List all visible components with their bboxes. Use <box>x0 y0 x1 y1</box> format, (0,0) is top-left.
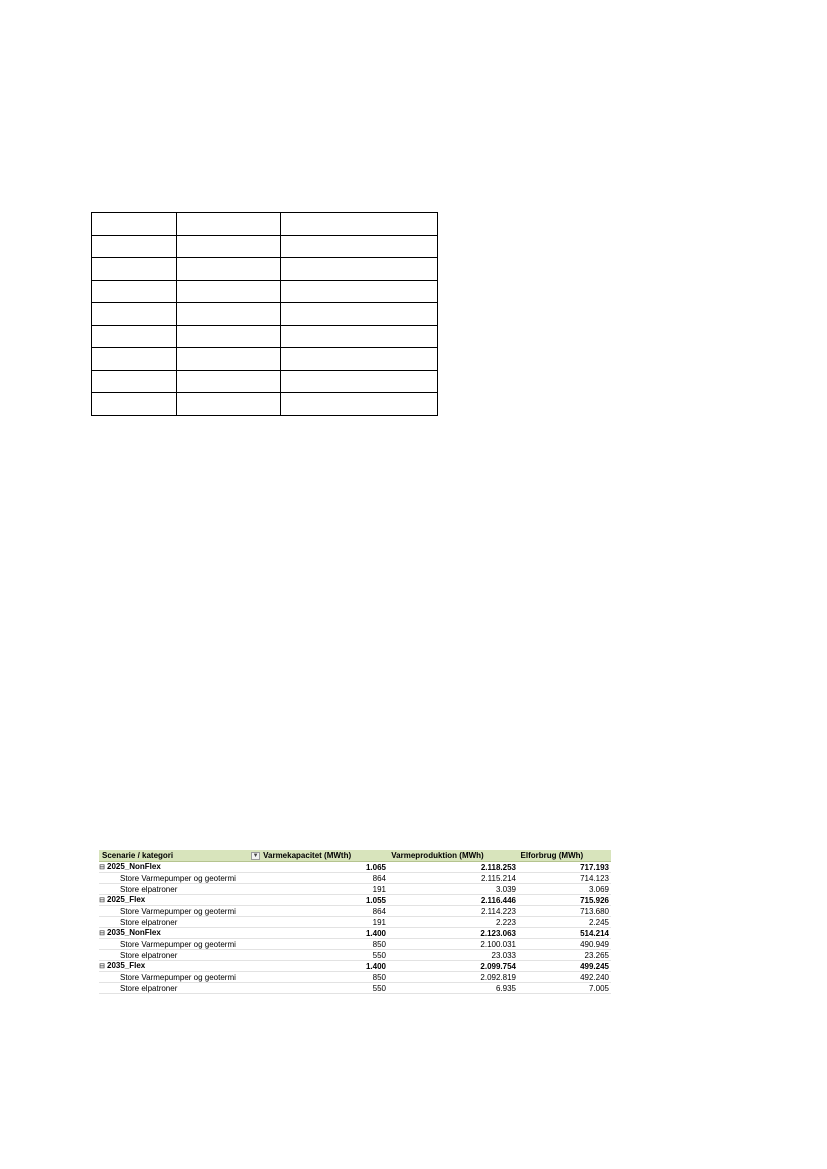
header-elforbrug[interactable]: Elforbrug (MWh) <box>520 851 584 860</box>
item-produktion: 2.100.031 <box>480 939 516 949</box>
empty-table-cell <box>92 325 177 348</box>
item-elforbrug: 3.069 <box>588 884 609 894</box>
empty-table-cell <box>281 213 438 236</box>
item-produktion: 2.114.223 <box>481 906 516 916</box>
filter-icon[interactable]: ▼ <box>252 852 259 859</box>
group-elforbrug: 499.245 <box>580 961 609 971</box>
item-produktion: 2.115.214 <box>481 873 516 883</box>
empty-table-cell <box>92 303 177 326</box>
empty-table-cell <box>92 235 177 258</box>
item-produktion: 2.223 <box>495 917 516 927</box>
collapse-icon[interactable]: ⊟ <box>99 930 105 937</box>
item-kapacitet: 850 <box>372 939 386 949</box>
empty-table-cell <box>177 303 281 326</box>
empty-table-cell <box>177 348 281 371</box>
item-kapacitet: 864 <box>372 873 386 883</box>
empty-table-cell <box>177 258 281 281</box>
empty-table-row <box>92 235 438 258</box>
group-kapacitet: 1.400 <box>365 928 386 938</box>
empty-table-row <box>92 370 438 393</box>
empty-table-cell <box>281 280 438 303</box>
pivot-item-row <box>99 983 611 994</box>
item-kapacitet: 191 <box>372 917 386 927</box>
collapse-icon[interactable]: ⊟ <box>99 897 105 904</box>
group-name-cell <box>99 927 247 939</box>
item-elforbrug: 23.265 <box>584 950 609 960</box>
item-elforbrug: 490.949 <box>580 939 609 949</box>
item-produktion: 23.033 <box>491 950 516 960</box>
group-name: 2025_NonFlex <box>107 862 161 871</box>
pivot-group-row <box>99 961 611 972</box>
item-name: Store Varmepumper og geotermi <box>120 972 236 982</box>
pivot-item-row <box>99 906 611 917</box>
header-varmeproduktion[interactable]: Varmeproduktion (MWh) <box>391 851 484 860</box>
empty-table <box>91 212 438 416</box>
pivot-body <box>99 862 611 994</box>
item-elforbrug: 714.123 <box>580 873 609 883</box>
pivot-item-row <box>99 939 611 950</box>
empty-table-row <box>92 213 438 236</box>
empty-table-cell <box>177 280 281 303</box>
item-elforbrug: 2.245 <box>588 917 609 927</box>
empty-table-cell <box>281 303 438 326</box>
item-kapacitet: 850 <box>372 972 386 982</box>
empty-table-row <box>92 348 438 371</box>
item-name: Store elpatroner <box>120 950 178 960</box>
item-elforbrug: 7.005 <box>588 983 609 993</box>
empty-table-cell <box>281 348 438 371</box>
empty-table-row <box>92 258 438 281</box>
pivot-item-row <box>99 873 611 884</box>
empty-table-cell <box>177 235 281 258</box>
pivot-item-row <box>99 972 611 983</box>
group-name: 2035_NonFlex <box>107 928 161 937</box>
group-kapacitet: 1.065 <box>365 862 386 872</box>
item-name: Store elpatroner <box>120 884 178 894</box>
group-name-cell <box>99 894 247 906</box>
group-name: 2035_Flex <box>107 961 146 970</box>
group-elforbrug: 514.214 <box>580 928 609 938</box>
item-name: Store elpatroner <box>120 917 178 927</box>
empty-table-row <box>92 280 438 303</box>
empty-table-cell <box>92 348 177 371</box>
group-kapacitet: 1.400 <box>365 961 386 971</box>
item-kapacitet: 550 <box>372 950 386 960</box>
group-elforbrug: 715.926 <box>580 895 609 905</box>
empty-table-cell <box>281 325 438 348</box>
empty-table-cell <box>177 393 281 416</box>
empty-table-cell <box>92 370 177 393</box>
item-kapacitet: 191 <box>372 884 386 894</box>
empty-table-cell <box>281 258 438 281</box>
empty-table-row <box>92 303 438 326</box>
pivot-table <box>99 850 611 994</box>
item-name: Store Varmepumper og geotermi <box>120 939 236 949</box>
group-produktion: 2.118.253 <box>480 862 516 872</box>
empty-table-cell <box>177 213 281 236</box>
group-name-cell <box>99 861 247 873</box>
empty-table-cell <box>177 370 281 393</box>
group-name-cell <box>99 960 247 972</box>
empty-table-cell <box>281 235 438 258</box>
collapse-icon[interactable]: ⊟ <box>99 864 105 871</box>
header-varmekapacitet[interactable] <box>249 850 389 861</box>
empty-table-row <box>92 325 438 348</box>
empty-table-row <box>92 393 438 416</box>
item-kapacitet: 550 <box>372 983 386 993</box>
group-name: 2025_Flex <box>107 895 146 904</box>
item-produktion: 3.039 <box>495 884 516 894</box>
item-produktion: 6.935 <box>495 983 516 993</box>
group-elforbrug: 717.193 <box>580 862 609 872</box>
item-name: Store Varmepumper og geotermi <box>120 906 236 916</box>
group-produktion: 2.099.754 <box>480 961 516 971</box>
pivot-group-row <box>99 862 611 873</box>
group-produktion: 2.123.063 <box>480 928 516 938</box>
item-name: Store Varmepumper og geotermi <box>120 873 236 883</box>
collapse-icon[interactable]: ⊟ <box>99 963 105 970</box>
group-kapacitet: 1.055 <box>365 895 386 905</box>
header-varmekapacitet-label: Varmekapacitet (MWth) <box>263 851 352 860</box>
item-produktion: 2.092.819 <box>480 972 516 982</box>
pivot-group-row <box>99 895 611 906</box>
empty-table-cell <box>177 325 281 348</box>
empty-table-cell <box>92 393 177 416</box>
item-name: Store elpatroner <box>120 983 178 993</box>
pivot-group-row <box>99 928 611 939</box>
empty-table-cell <box>92 280 177 303</box>
empty-table-cell <box>92 258 177 281</box>
group-produktion: 2.116.446 <box>480 895 516 905</box>
empty-table-cell <box>92 213 177 236</box>
header-scenarie[interactable]: Scenarie / kategori <box>102 851 174 860</box>
empty-table-cell <box>281 370 438 393</box>
item-elforbrug: 492.240 <box>580 972 609 982</box>
item-elforbrug: 713.680 <box>580 906 609 916</box>
item-kapacitet: 864 <box>372 906 386 916</box>
empty-table-cell <box>281 393 438 416</box>
